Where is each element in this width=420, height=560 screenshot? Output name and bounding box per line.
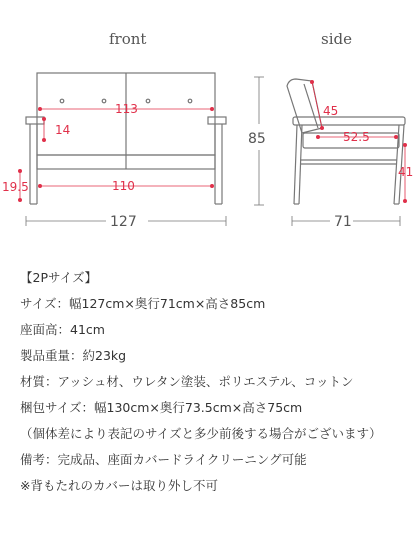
side-total-height-label: 85 bbox=[248, 131, 266, 147]
front-total-width-label: 127 bbox=[110, 214, 137, 230]
front-inner-width-label: 113 bbox=[115, 102, 138, 116]
spec-package-size: 梱包サイズ：幅130cm×奥行73.5cm×高さ75cm bbox=[20, 400, 303, 415]
side-seat-height-label: 41 bbox=[398, 165, 414, 179]
spec-weight: 製品重量：約23kg bbox=[20, 348, 127, 363]
spec-cover-note: ※背もたれのカバーは取り外し不可 bbox=[20, 478, 218, 493]
spec-material: 材質：アッシュ材、ウレタン塗装、ポリエステル、コットン bbox=[20, 374, 354, 389]
spec-heading: 【2Pサイズ】 bbox=[20, 270, 97, 285]
side-seat-depth-label: 52.5 bbox=[343, 130, 370, 144]
spec-seat-height: 座面高：41cm bbox=[20, 322, 105, 337]
front-armrest-height-label: 14 bbox=[55, 123, 71, 137]
product-specifications bbox=[20, 265, 415, 499]
side-view-title: side bbox=[321, 30, 352, 48]
front-view-title: front bbox=[109, 30, 147, 48]
spec-remarks: 備考：完成品、座面カバードライクリーニング可能 bbox=[20, 452, 307, 467]
spec-size: サイズ：幅127cm×奥行71cm×高さ85cm bbox=[20, 296, 266, 311]
spec-size-note: （個体差により表記のサイズと多少前後する場合がございます） bbox=[20, 426, 382, 441]
side-total-depth-label: 71 bbox=[334, 214, 352, 230]
side-backrest-label: 45 bbox=[323, 104, 339, 118]
front-seat-width-label: 110 bbox=[112, 179, 135, 193]
front-seat-height-label: 19.5 bbox=[2, 180, 29, 194]
sofa-dimension-diagram bbox=[0, 0, 420, 250]
